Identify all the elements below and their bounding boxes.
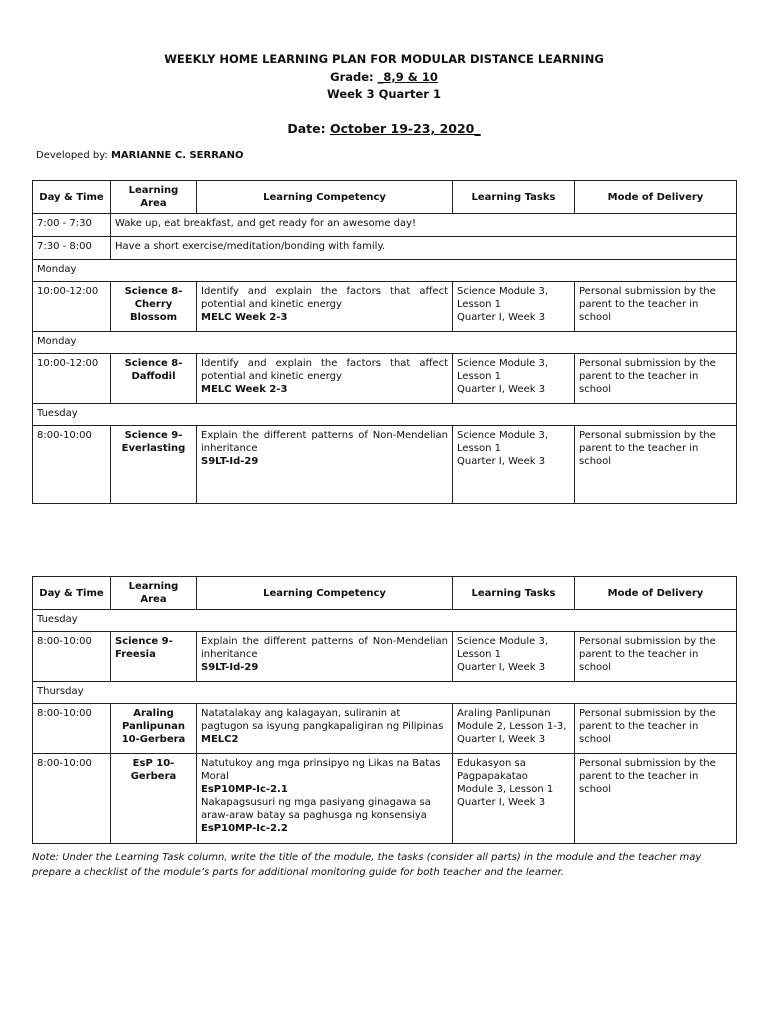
day-label: Monday xyxy=(33,332,737,354)
competency-cell xyxy=(197,354,453,404)
col-learning-competency: Learning Competency xyxy=(197,181,453,214)
competency-text: Identify and explain the factors that affect potential and kinetic energy xyxy=(201,358,448,382)
mode-cell: Personal submission by the parent to the teacher in school xyxy=(575,426,737,504)
competency-cell xyxy=(197,754,453,844)
mode-cell: Personal submission by the parent to the teacher in school xyxy=(575,704,737,754)
developer-name: MARIANNE C. SERRANO xyxy=(110,150,244,161)
day-row xyxy=(33,332,737,354)
day-label: Tuesday xyxy=(33,404,737,426)
competency-code: MELC2 xyxy=(201,734,239,745)
day-label: Thursday xyxy=(33,682,737,704)
learning-area-cell: Araling Panlipunan 10-Gerbera xyxy=(111,704,197,754)
day-label: Monday xyxy=(33,260,737,282)
tasks-cell: Edukasyon sa Pagpapakatao Module 3, Lesson 1 Quarter I, Week 3 xyxy=(453,754,575,844)
tasks-cell: Science Module 3, Lesson 1 Quarter I, Week 3 xyxy=(453,426,575,504)
time-cell: 10:00-12:00 xyxy=(33,354,111,404)
col-mode-of-delivery: Mode of Delivery xyxy=(575,181,737,214)
date-line xyxy=(0,121,768,136)
footnote: Note: Under the Learning Task column, write the title of the module, the tasks (consider all parts) in the module and the teacher may prepare a checklist of the module’s parts for additional monitoring guide for both teacher and the learner. xyxy=(32,852,702,878)
col-day-time: Day & Time xyxy=(33,577,111,610)
developer-line xyxy=(36,150,244,161)
activity-cell: Wake up, eat breakfast, and get ready for an awesome day! xyxy=(111,214,737,237)
time-cell: 8:00-10:00 xyxy=(33,704,111,754)
mode-cell: Personal submission by the parent to the teacher in school xyxy=(575,632,737,682)
learning-area-cell: Science 9- Everlasting xyxy=(111,426,197,504)
time-cell: 8:00-10:00 xyxy=(33,754,111,844)
competency-code-2: EsP10MP-Ic-2.2 xyxy=(201,823,288,834)
tasks-cell: Science Module 3, Lesson 1 Quarter I, Week 3 xyxy=(453,282,575,332)
week-line: Week 3 Quarter 1 xyxy=(327,87,441,101)
day-row xyxy=(33,682,737,704)
competency-text: Explain the different patterns of Non-Mendelian inheritance xyxy=(201,430,448,454)
plan-table-1 xyxy=(32,180,737,504)
header-row xyxy=(33,181,737,214)
date-label: Date: xyxy=(287,121,326,136)
document-title: WEEKLY HOME LEARNING PLAN FOR MODULAR DISTANCE LEARNING xyxy=(164,52,604,66)
grade-line xyxy=(0,70,768,84)
learning-area-cell: Science 9- Freesia xyxy=(111,632,197,682)
col-learning-area: Learning Area xyxy=(111,577,197,610)
competency-code: MELC Week 2-3 xyxy=(201,312,288,323)
mode-cell: Personal submission by the parent to the teacher in school xyxy=(575,754,737,844)
time-cell: 8:00-10:00 xyxy=(33,426,111,504)
learning-area-cell: EsP 10- Gerbera xyxy=(111,754,197,844)
col-learning-competency: Learning Competency xyxy=(197,577,453,610)
col-learning-tasks: Learning Tasks xyxy=(453,181,575,214)
time-cell: 7:00 - 7:30 xyxy=(33,214,111,237)
competency-cell xyxy=(197,282,453,332)
competency-text-2: Nakapagsusuri ng mga pasiyang ginagawa sa araw-araw batay sa paghusga ng konsensiya xyxy=(201,797,431,821)
mode-cell: Personal submission by the parent to the teacher in school xyxy=(575,354,737,404)
mode-cell: Personal submission by the parent to the teacher in school xyxy=(575,282,737,332)
competency-text: Explain the different patterns of Non-Mendelian inheritance xyxy=(201,636,448,660)
competency-cell xyxy=(197,426,453,504)
tasks-cell: Araling Panlipunan Module 2, Lesson 1-3, Quarter I, Week 3 xyxy=(453,704,575,754)
plan-table-2 xyxy=(32,576,737,844)
competency-text: Identify and explain the factors that affect potential and kinetic energy xyxy=(201,286,448,310)
competency-code: EsP10MP-Ic-2.1 xyxy=(201,784,288,795)
table-row xyxy=(33,214,737,237)
table-row xyxy=(33,237,737,260)
time-cell: 10:00-12:00 xyxy=(33,282,111,332)
col-learning-tasks: Learning Tasks xyxy=(453,577,575,610)
date-value: October 19-23, 2020_ xyxy=(329,121,481,136)
col-day-time: Day & Time xyxy=(33,181,111,214)
table-row xyxy=(33,282,737,332)
time-cell: 8:00-10:00 xyxy=(33,632,111,682)
day-row xyxy=(33,404,737,426)
learning-area-cell: Science 8- Daffodil xyxy=(111,354,197,404)
time-cell: 7:30 - 8:00 xyxy=(33,237,111,260)
tasks-cell: Science Module 3, Lesson 1 Quarter I, Week 3 xyxy=(453,354,575,404)
grade-label: Grade: xyxy=(330,70,374,84)
day-row xyxy=(33,260,737,282)
table-row xyxy=(33,354,737,404)
day-row xyxy=(33,610,737,632)
activity-cell: Have a short exercise/meditation/bonding with family. xyxy=(111,237,737,260)
competency-code: S9LT-Id-29 xyxy=(201,456,259,467)
table-row xyxy=(33,704,737,754)
competency-text: Natutukoy ang mga prinsipyo ng Likas na Batas Moral xyxy=(201,758,441,782)
competency-code: MELC Week 2-3 xyxy=(201,384,288,395)
table-row xyxy=(33,754,737,844)
tasks-cell: Science Module 3, Lesson 1 Quarter I, Week 3 xyxy=(453,632,575,682)
competency-cell xyxy=(197,632,453,682)
table-row xyxy=(33,632,737,682)
table-row xyxy=(33,426,737,504)
competency-cell xyxy=(197,704,453,754)
day-label: Tuesday xyxy=(33,610,737,632)
header-row xyxy=(33,577,737,610)
col-learning-area: Learning Area xyxy=(111,181,197,214)
learning-area-cell: Science 8- Cherry Blossom xyxy=(111,282,197,332)
grade-value: _8,9 & 10 xyxy=(377,70,438,84)
competency-text: Natatalakay ang kalagayan, suliranin at pagtugon sa isyung pangkapaligiran ng Pilipinas xyxy=(201,708,444,732)
competency-code: S9LT-Id-29 xyxy=(201,662,259,673)
col-mode-of-delivery: Mode of Delivery xyxy=(575,577,737,610)
developer-label: Developed by: xyxy=(36,150,108,161)
